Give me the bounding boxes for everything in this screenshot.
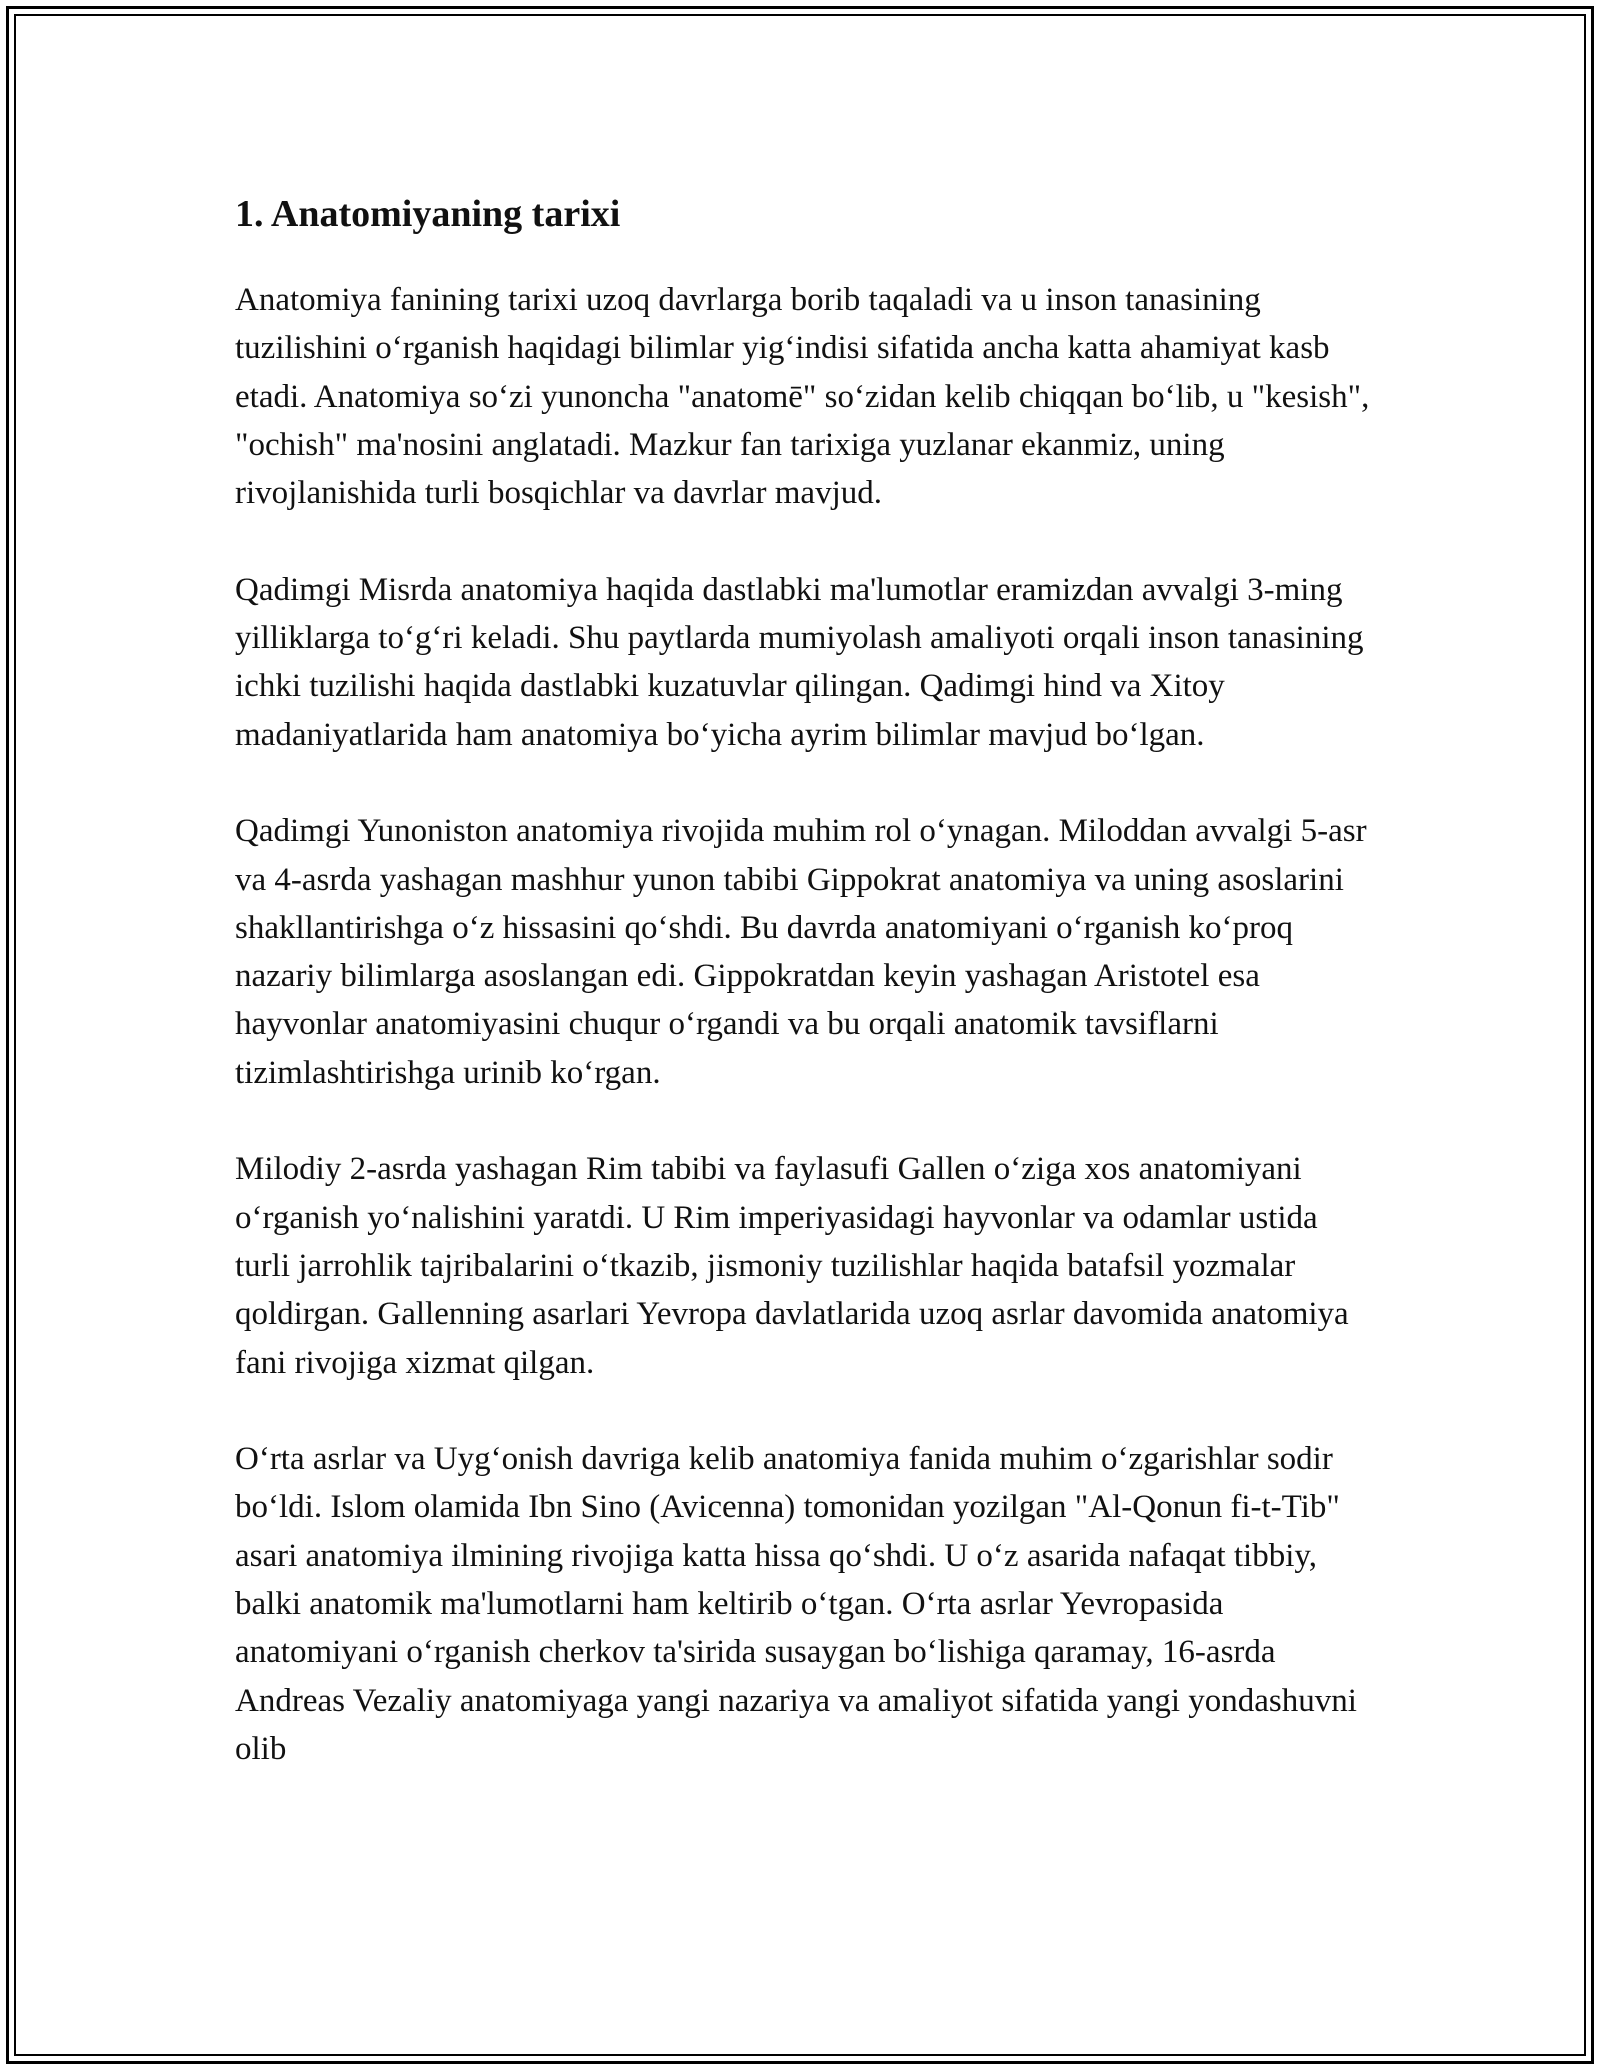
paragraph-3: Qadimgi Yunoniston anatomiya rivojida muhim rol oʻynagan. Miloddan avvalgi 5-asr va 4-asrda yashagan mashhur yunon tabibi Gippokrat anatomiya va uning asoslarini shakllantirishga oʻz hissasini qoʻshdi. Bu davrda anatomiyani oʻrganish koʻproq nazariy bilimlarga asoslangan edi. Gippokratdan keyin yashagan Aristotel esa hayvonlar anatomiyasini chuqur oʻrgandi va bu orqali anatomik tavsiflarni tizimlashtirishga urinib koʻrgan. — [235, 813, 1367, 1091]
paragraph-4: Milodiy 2-asrda yashagan Rim tabibi va faylasufi Gallen oʻziga xos anatomiyani oʻrganish yoʻnalishini yaratdi. U Rim imperiyasidagi hayvonlar va odamlar ustida turli jarrohlik tajribalarini oʻtkazib, jismoniy tuzilishlar haqida batafsil yozmalar qoldirgan. Gallenning asarlari Yevropa davlatlarida uzoq asrlar davomida anatomiya fani rivojiga xizmat qilgan. — [235, 1151, 1349, 1381]
paragraph-5: Oʻrta asrlar va Uygʻonish davriga kelib anatomiya fanida muhim oʻzgarishlar sodir boʻldi. Islom olamida Ibn Sino (Avicenna) tomonidan yozilgan "Al-Qonun fi-t-Tib" asari anatomiya ilmining rivojiga katta hissa qoʻshdi. U oʻz asarida nafaqat tibbiy, balki anatomik ma'lumotlarni ham keltirib oʻtgan. Oʻrta asrlar Yevropasida anatomiyani oʻrganish cherkov ta'sirida susaygan boʻlishiga qaramay, 16-asrda Andreas Vezaliy anatomiyaga yangi nazariya va amaliyot sifatida yangi yondashuvni olib — [235, 1441, 1357, 1767]
page-title: 1. Anatomiyaning tarixi — [235, 193, 621, 235]
paragraph-1: Anatomiya fanining tarixi uzoq davrlarga borib taqaladi va u inson tanasining tuzilishini oʻrganish haqidagi bilimlar yigʻindisi sifatida ancha katta ahamiyat kasb etadi. Anatomiya soʻzi yunoncha "anatomē" soʻzidan kelib chiqqan boʻlib, u "kesish", "ochish" ma'nosini anglatadi. Mazkur fan tarixiga yuzlanar ekanmiz, uning rivojlanishida turli bosqichlar va davrlar mavjud. — [235, 282, 1370, 512]
paragraph-2: Qadimgi Misrda anatomiya haqida dastlabki ma'lumotlar eramizdan avvalgi 3-ming yilliklarga toʻgʻri keladi. Shu paytlarda mumiyolash amaliyoti orqali inson tanasining ichki tuzilishi haqida dastlabki kuzatuvlar qilingan. Qadimgi hind va Xitoy madaniyatlarida ham anatomiya boʻyicha ayrim bilimlar mavjud boʻlgan. — [235, 571, 1364, 753]
document-body — [235, 186, 1375, 1773]
